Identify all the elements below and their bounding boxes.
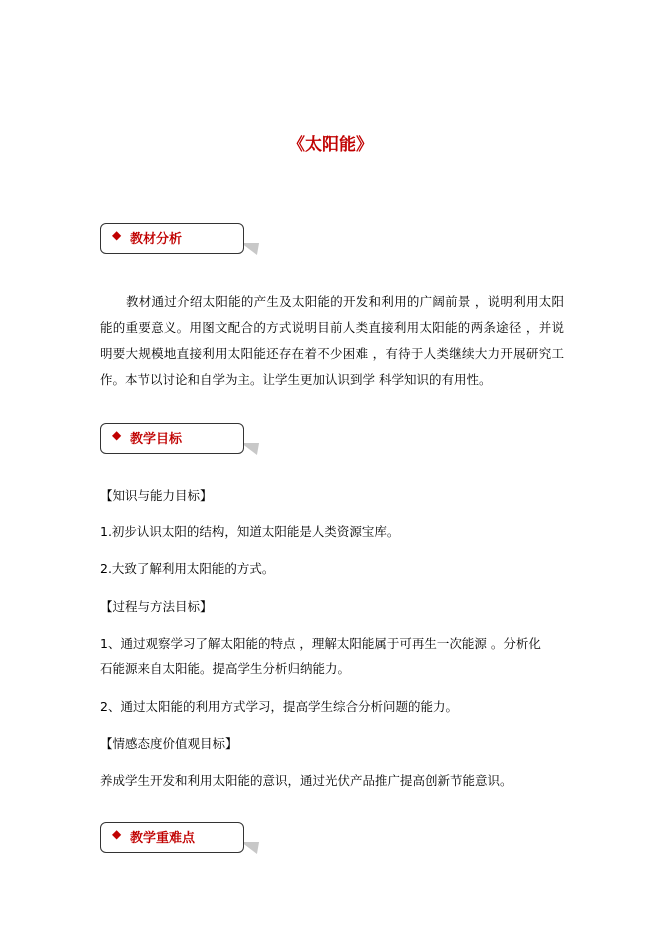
- emotion-heading: 【情感态度价值观目标】: [100, 736, 238, 751]
- section-label: 教材分析: [130, 232, 183, 247]
- analysis-paragraph: 教材通过介绍太阳能的产生及太阳能的开发和利用的广阔前景 ，说明利用太阳能的重要意义。用图文配合的方式说明目前人类直接利用太阳能的两条途径 ，并说明要大规模地直接利用太阳能还存在着不少困难 ，有待于人类继续大力开展研究工作。本节以讨论和自学为主。让学生更加认识到学 科学知识的有用性。: [100, 294, 564, 387]
- process-heading: 【过程与方法目标】: [100, 599, 213, 614]
- diamond-icon: ◆: [112, 827, 122, 841]
- document-title: 《太阳能》: [288, 135, 373, 155]
- knowledge-item-2: 2.大致了解利用太阳能的方式。: [100, 561, 275, 576]
- section-header-key-points: [100, 822, 260, 854]
- diamond-icon: ◆: [112, 228, 122, 242]
- section-label: 教学重难点: [130, 831, 196, 846]
- section-label: 教学目标: [130, 432, 183, 447]
- knowledge-heading: 【知识与能力目标】: [100, 488, 213, 503]
- knowledge-item-1: 1.初步认识太阳的结构，知道太阳能是人类资源宝库。: [100, 524, 400, 539]
- section-header-analysis: [100, 223, 260, 255]
- process-item-1-line-2: 石能源来自太阳能。提高学生分析归纳能力。: [100, 661, 351, 676]
- emotion-item-1: 养成学生开发和利用太阳能的意识，通过光伏产品推广提高创新节能意识。: [100, 773, 513, 788]
- process-item-1-line-1: 1、通过观察学习了解太阳能的特点 ，理解太阳能属于可再生一次能源 。分析化: [100, 636, 541, 651]
- diamond-icon: ◆: [112, 428, 122, 442]
- process-item-2: 2、通过太阳能的利用方式学习，提高学生综合分析问题的能力。: [100, 699, 458, 714]
- section-header-goals: [100, 423, 260, 455]
